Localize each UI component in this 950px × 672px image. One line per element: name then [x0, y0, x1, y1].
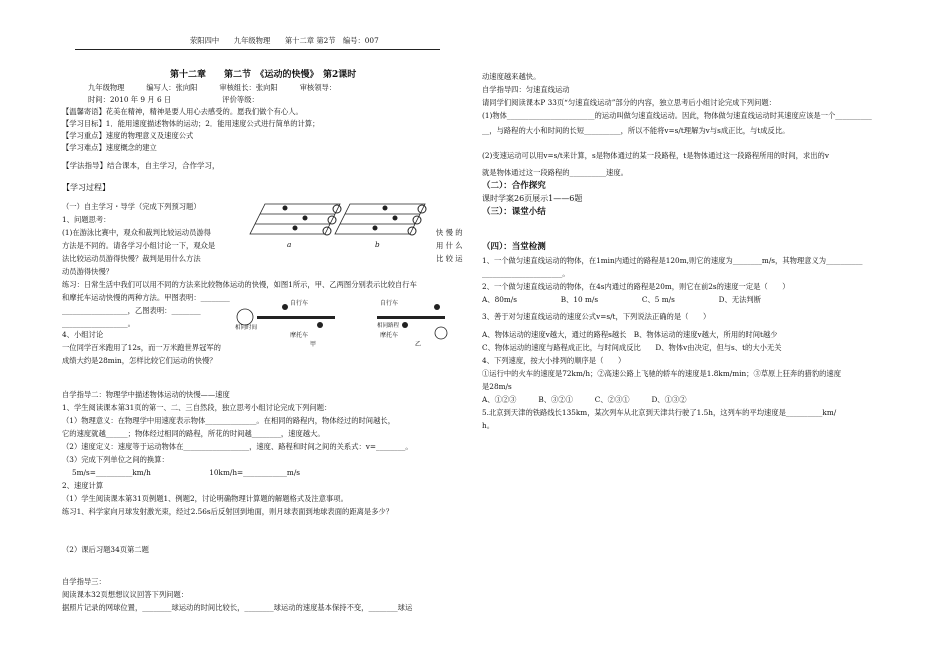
swimming-race-figure: [245, 196, 435, 254]
header-rule: [75, 49, 440, 50]
figure-yi: [375, 295, 450, 350]
cooperation-task: 课时学案26页展示1——6题: [482, 194, 583, 203]
test-q1-cont: ______________________。: [482, 269, 570, 278]
test-q4-line-b: 是28m/s: [482, 382, 512, 391]
section-1: （一）自主学习・导学（完成下列预习题）: [62, 202, 201, 211]
learning-key: 【学习重点】速度的物理意义及速度公式: [62, 131, 194, 140]
guide-4-line-b: (1)物体________________________的运动叫做匀速直线运动。因此，物体做匀速直线运动时其速度应该是一个__________: [482, 111, 872, 120]
q1-line-d: 动员游得快慢？: [62, 267, 114, 276]
test-heading: （四）：当堂检测: [482, 242, 546, 252]
method-guide: 【学法指导】结合课本，自主学习，合作学习，: [62, 161, 220, 170]
practice-1: 练习1、科学家向月球发射激光束，经过2.56s后反射回到地面，则月球表面到地球表面的距离是多少？: [62, 507, 394, 516]
test-q3: 3、善于对匀速直线运动的速度公式v=s/t，下列说法正确的是（ ）: [482, 312, 711, 321]
guide-2-line-e: （3）完成下列单位之间的换算：: [62, 455, 169, 464]
test-q5-cont: h。: [482, 421, 494, 430]
guide-3-line-b: 据照片记录的网球位置，________球运动的时间比较长，________球运动的速度基本保持不变，________球运: [62, 603, 413, 612]
q1-right-3: 比 较 运: [436, 254, 463, 263]
guide-2-line-g: 2、速度计算: [62, 481, 104, 490]
figure-label-b: b: [375, 240, 380, 249]
jia-same-time: 相同时间: [235, 325, 258, 331]
exercise-line-1: 练习：日常生活中我们可以用不同的方法来比较物体运动的快慢，如图1所示，甲、乙两图分别表示比较自行车: [62, 280, 417, 289]
yi-label: 乙: [415, 341, 422, 348]
guide-2-line-d: （2）速度定义：速度等于运动物体在__________________，速度、路程和时间之间的关系式：v=________。: [62, 442, 413, 451]
test-q4-line-a: ①运行中的火车的速度是72km/h；②高速公路上飞驰的轿车的速度是1.8km/min；③草原上狂奔的猎豹的速度: [482, 369, 842, 378]
test-q4: 4、下列速度，按大小排列的顺序是（ ）: [482, 356, 626, 365]
guide-4-line-e: 就是物体通过这一段路程的__________速度。: [482, 168, 628, 177]
jia-moto-label: 摩托车: [290, 332, 309, 339]
exercise-line-3: __________________，乙图表明：________: [62, 306, 201, 315]
guide-4-line-a: 请同学们阅读课本P 33页“匀速直线运动”部分的内容，独立思考后小组讨论完成下列问题：: [482, 98, 776, 107]
meta-date: 时间：2010 年 9 月 6 日 评价等级：: [88, 95, 259, 104]
q1-line-c: 法比较运动员游得快慢？裁判是用什么方法: [62, 254, 201, 263]
warm-message: 【温馨寄语】花美在精神，精神是要人用心去感受的。愿我们做个有心人。: [62, 107, 303, 116]
test-q5: 5.北京到天津的铁路线长135km，某次列车从北京到天津共行驶了1.5h，这列车的平均速度是__________km/: [482, 408, 837, 417]
question-1: 1、问题思考：: [62, 215, 111, 224]
process-heading: 【学习过程】: [62, 183, 110, 192]
test-q1: 1、一个做匀速直线运动的物体，在1min内通过的路程是120m,则它的速度为________m/s，其物理意义为__________: [482, 256, 863, 265]
test-q3-ab: A、物体运动的速度v越大，通过的路程s越长 B、物体运动的速度v越大，所用的时间t越少: [482, 330, 778, 339]
homework: （2）课后习题34页第二题: [62, 545, 149, 554]
cooperation-heading: （二）：合作探究: [482, 181, 546, 191]
meta-authors: 九年级物理 编写人：张向阳 审核组长：张向阳 审核领导：: [88, 83, 337, 92]
summary-heading: （三）：课堂小结: [482, 207, 546, 217]
jia-bike-label: 自行车: [290, 300, 309, 307]
figure-jia: [235, 295, 340, 350]
q4-line-a: 一位同学百米跑用了12s，而一万米跑世界冠军的: [62, 343, 221, 352]
yi-bike-label: 自行车: [380, 300, 399, 307]
learning-difficulty: 【学习难点】速度概念的建立: [62, 143, 157, 152]
test-q3-cd: C、物体运动的速度与路程成正比，与时间成反比 D、物体v由决定，但与s、t的大小无关: [482, 343, 782, 352]
exercise-line-2: 和摩托车运动快慢的两种方法。甲图表明：________: [62, 293, 230, 302]
guide-2-line-b: （1）物理意义：在物理学中用速度表示物体______________。在相同的路程内，物体经过的时间越长，: [62, 416, 395, 425]
lesson-title: 第十二章 第二节 《运动的快慢》 第2课时: [170, 70, 357, 80]
question-4: 4、小组讨论: [62, 330, 104, 339]
guide-2-line-a: 1、学生阅读课本第31页的第一、二、三自然段，独立思考小组讨论完成下列问题：: [62, 403, 332, 412]
figure-label-a: a: [287, 240, 292, 249]
test-q4-options: A、①②③ B、③②① C、②③① D、①③②: [482, 395, 687, 404]
test-q2-options: A、80m/s B、10 m/s C、5 m/s D、无法判断: [482, 295, 762, 304]
guide-2-title: 自学指导二：物理学中描述物体运动的快慢——速度: [62, 390, 230, 399]
yi-same-dist: 相同路程: [377, 323, 400, 329]
q1-right-2: 用 什 么: [436, 241, 463, 250]
q1-line-a: (1)在游泳比赛中，观众和裁判比较运动员游得: [62, 228, 211, 237]
jia-label: 甲: [310, 341, 317, 348]
guide-2-line-c: 它的速度就越______；物体经过相同的路程，所花的时间越________，速度越大。: [62, 429, 325, 438]
page-header: 荥阳四中 九年级物理 第十二章 第2节 编号：007: [190, 36, 379, 45]
guide-2-line-h: （1）学生阅读课本第31页例题1、例题2，讨论明确物理计算题的解题格式及注意事项。: [62, 494, 348, 503]
q1-line-b: 方法是不同的。请各学习小组讨论一下，观众是: [62, 241, 216, 250]
q4-line-b: 成绩大约是28min，怎样比较它们运动的快慢？: [62, 356, 217, 365]
test-q2: 2、一个做匀速直线运动的物体，在4s内通过的路程是20m，则它在前2s的速度一定是（ ）: [482, 282, 790, 291]
q1-right-1: 快 慢 的: [436, 228, 463, 237]
exercise-line-4: __________________。: [62, 319, 135, 328]
yi-moto-label: 摩托车: [380, 332, 399, 339]
guide-3-line-a: 阅读课本32页想想议议回答下列问题：: [62, 590, 189, 599]
guide-4-line-c: __，与路程的大小和时间的长短__________，所以不能将v=s/t理解为v与s成正比，与t成反比。: [482, 126, 790, 135]
guide-4-line-d: (2)变速运动可以用v=s/t来计算，s是物体通过的某一段路程，t是物体通过这一段路程所用的时间，求出的v: [482, 151, 829, 160]
guide-3-title: 自学指导三：: [62, 577, 106, 586]
learning-goal: 【学习目标】1．能用速度描述物体的运动；2．能用速度公式进行简单的计算；: [62, 119, 320, 128]
unit-conversion: 5m/s=__________km/h 10km/h=____________m/s: [72, 468, 301, 477]
right-line-1: 动速度越来越快。: [482, 72, 541, 81]
guide-4-title: 自学指导四：匀速直线运动: [482, 85, 570, 94]
